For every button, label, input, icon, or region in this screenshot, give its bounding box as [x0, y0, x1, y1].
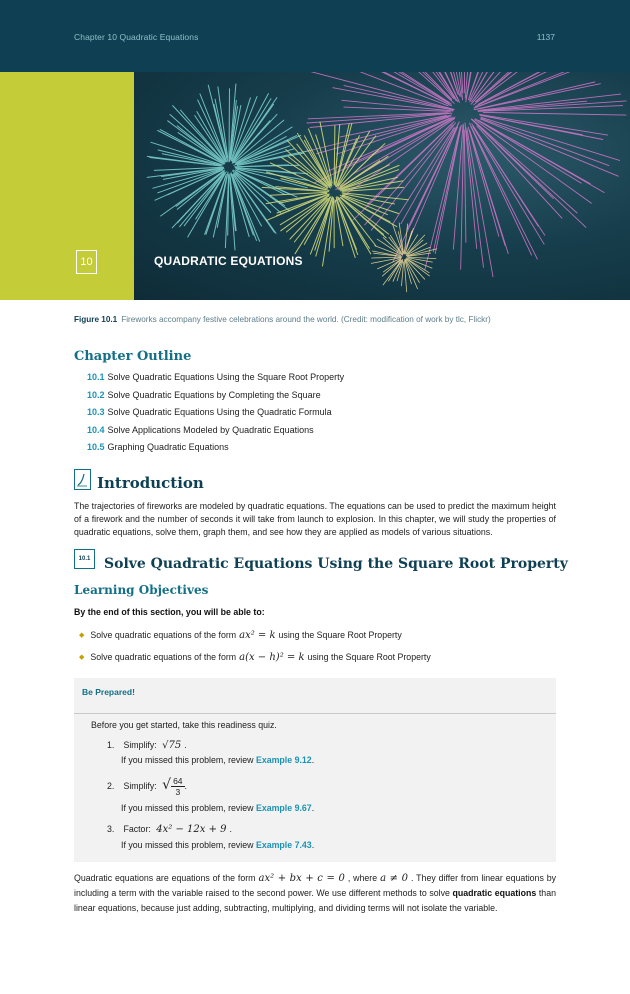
- outline-item[interactable]: [87, 388, 344, 406]
- objective-item: [79, 627, 431, 649]
- chapter-number-badge: 10: [76, 250, 97, 274]
- outline-item[interactable]: [87, 440, 344, 458]
- page-number: 1137: [536, 32, 555, 42]
- outline-item-text[interactable]: Solve Applications Modeled by Quadratic Equations: [107, 424, 314, 435]
- paragraph-text: than linear equations, because just adding, subtracting, multiplying, and dividing terms will not isolate the variable.: [74, 888, 556, 913]
- introduction-icon: [74, 469, 91, 490]
- figure-caption: [74, 315, 491, 324]
- be-prepared-heading: Be Prepared!: [74, 678, 556, 714]
- question-number: 3.: [107, 824, 115, 834]
- figure-label: Figure 10.1: [74, 315, 118, 324]
- outline-item-number[interactable]: 10.4: [87, 424, 105, 435]
- paragraph-text: Quadratic equations are equations of the form: [74, 873, 256, 883]
- chapter-outline-heading: Chapter Outline: [74, 349, 192, 364]
- quiz-hint: If you missed this problem, review Example 7.43.: [121, 840, 315, 850]
- paragraph-text: . They differ from linear equations by including a term with the variable raised to the second power. We use different methods to solve: [74, 873, 557, 898]
- quadratic-definition-paragraph: [74, 871, 556, 916]
- outline-item-text[interactable]: Graphing Quadratic Equations: [107, 442, 229, 452]
- quiz-question: 1. Simplify: √75 .: [107, 740, 187, 751]
- outline-item-number[interactable]: 10.2: [87, 389, 105, 400]
- outline-item[interactable]: [87, 405, 344, 423]
- key-term: quadratic equations: [452, 888, 537, 898]
- outline-item-text[interactable]: Solve Quadratic Equations Using the Quadratic Formula: [107, 407, 332, 417]
- paragraph-math: ax² + bx + c = 0: [258, 873, 345, 884]
- quiz-question: 2. Simplify: √ $\frac{64}{3}$ .: [107, 776, 187, 797]
- sqrt-sign-icon: √: [162, 776, 172, 793]
- outline-item-text[interactable]: Solve Quadratic Equations Using the Square Root Property: [107, 372, 345, 382]
- question-math: 4x² − 12x + 9: [156, 824, 227, 835]
- introduction-heading: Introduction: [97, 474, 204, 492]
- hint-text: If you missed this problem, review: [121, 755, 254, 765]
- section-number-badge: 10.1: [74, 549, 95, 569]
- question-number: 2.: [107, 780, 115, 791]
- bullet-icon: ◆: [79, 654, 85, 661]
- running-head: Chapter 10 Quadratic Equations: [74, 32, 199, 42]
- learning-objectives-list: [79, 627, 431, 671]
- question-fraction: [171, 776, 184, 797]
- learning-objectives-heading: Learning Objectives: [74, 583, 209, 597]
- objective-item: [79, 649, 431, 671]
- quiz-hint: If you missed this problem, review Example 9.67.: [121, 803, 315, 813]
- question-label: Simplify:: [123, 780, 157, 791]
- question-math: √75: [162, 740, 182, 751]
- bullet-icon: ◆: [79, 632, 85, 639]
- objective-text: Solve quadratic equations of the form: [90, 630, 237, 640]
- example-link[interactable]: Example 9.67: [255, 803, 312, 813]
- paragraph-text: , where: [347, 873, 378, 883]
- figure-caption-text: Fireworks accompany festive celebrations around the world. (Credit: modification of work by tlc, Flickr): [121, 315, 491, 324]
- objective-math: ax² = k: [239, 630, 276, 641]
- objective-text: using the Square Root Property: [307, 652, 431, 662]
- fraction-denominator: 3: [175, 787, 181, 797]
- outline-item-number[interactable]: 10.5: [87, 442, 105, 452]
- quiz-question: 3. Factor: 4x² − 12x + 9 .: [107, 824, 232, 835]
- introduction-body: The trajectories of fireworks are modeled by quadratic equations. The equations can be used to predict the maximum height of a firework and the number of seconds it will take from launch to explosion. In this chapter, we will study the properties of quadratic equations, solve them, graph them, and see how they are applied as models of various situations.: [74, 501, 556, 537]
- question-label: Simplify:: [123, 740, 157, 750]
- quiz-hint: If you missed this problem, review Example 9.12.: [121, 755, 315, 765]
- be-prepared-intro: Before you get started, take this readiness quiz.: [91, 720, 277, 730]
- outline-item[interactable]: [87, 423, 344, 441]
- outline-item-number[interactable]: 10.1: [87, 372, 105, 382]
- header-band: [0, 0, 630, 72]
- example-link[interactable]: Example 7.43: [255, 840, 312, 850]
- outline-item-text[interactable]: Solve Quadratic Equations by Completing the Square: [107, 389, 321, 400]
- question-number: 1.: [107, 740, 115, 750]
- hint-text: If you missed this problem, review: [121, 840, 254, 850]
- question-label: Factor:: [123, 824, 151, 834]
- hint-text: If you missed this problem, review: [121, 803, 254, 813]
- objective-text: Solve quadratic equations of the form: [90, 652, 237, 662]
- paragraph-math: a ≠ 0: [380, 873, 409, 884]
- outline-item[interactable]: [87, 370, 344, 388]
- be-prepared-box: [74, 678, 556, 862]
- example-link[interactable]: Example 9.12: [255, 755, 312, 765]
- chapter-outline-list: [87, 370, 344, 458]
- learning-objectives-intro: By the end of this section, you will be able to:: [74, 607, 265, 617]
- objective-math: a(x − h)² = k: [239, 652, 305, 663]
- fraction-numerator: 64: [173, 776, 183, 786]
- outline-item-number[interactable]: 10.3: [87, 407, 105, 417]
- chapter-accent-block: [0, 72, 134, 300]
- chapter-title: QUADRATIC EQUATIONS: [154, 254, 303, 268]
- section-title: Solve Quadratic Equations Using the Square Root Property: [104, 556, 568, 572]
- objective-text: using the Square Root Property: [278, 630, 402, 640]
